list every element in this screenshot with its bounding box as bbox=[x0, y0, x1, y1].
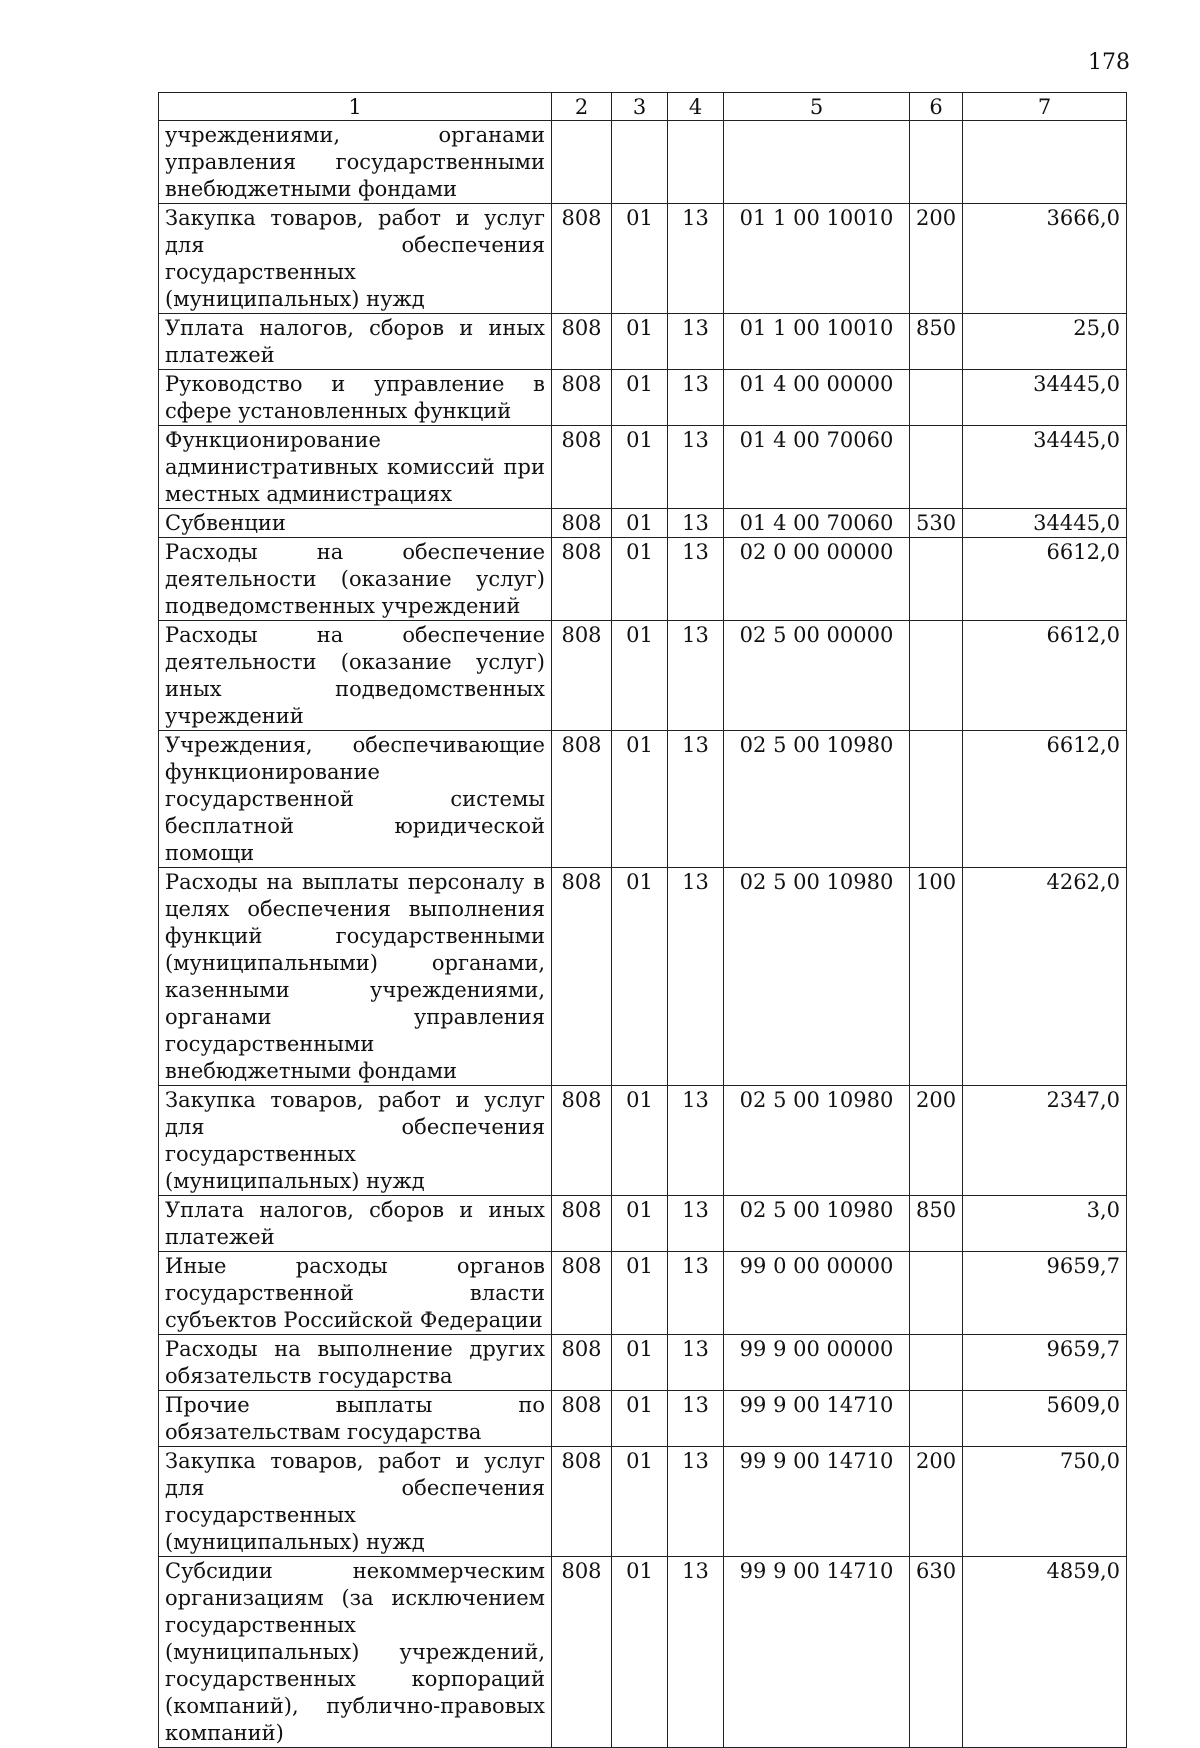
section-code-cell: 01 bbox=[612, 314, 668, 370]
expense-type-cell: 200 bbox=[910, 204, 963, 314]
section-code-cell: 01 bbox=[612, 1196, 668, 1252]
amount-cell: 3,0 bbox=[963, 1196, 1127, 1252]
subsection-code-cell: 13 bbox=[668, 204, 724, 314]
target-article-cell: 02 0 00 00000 bbox=[724, 538, 910, 621]
subsection-code-cell: 13 bbox=[668, 426, 724, 509]
expense-type-cell bbox=[910, 1335, 963, 1391]
target-article-cell: 01 4 00 70060 bbox=[724, 426, 910, 509]
department-code-cell bbox=[552, 121, 612, 204]
department-code-cell: 808 bbox=[552, 1196, 612, 1252]
column-number: 2 bbox=[552, 93, 612, 121]
department-code-cell: 808 bbox=[552, 1447, 612, 1557]
target-article-cell: 01 1 00 10010 bbox=[724, 204, 910, 314]
expense-type-cell: 100 bbox=[910, 868, 963, 1086]
section-code-cell: 01 bbox=[612, 509, 668, 538]
section-code-cell: 01 bbox=[612, 426, 668, 509]
expense-name-cell: Уплата налогов, сборов и иных платежей bbox=[159, 314, 552, 370]
subsection-code-cell: 13 bbox=[668, 314, 724, 370]
department-code-cell: 808 bbox=[552, 370, 612, 426]
target-article-cell bbox=[724, 121, 910, 204]
department-code-cell: 808 bbox=[552, 868, 612, 1086]
target-article-cell: 01 4 00 00000 bbox=[724, 370, 910, 426]
amount-cell: 9659,7 bbox=[963, 1252, 1127, 1335]
department-code-cell: 808 bbox=[552, 1086, 612, 1196]
expense-type-cell bbox=[910, 1391, 963, 1447]
expense-type-cell bbox=[910, 731, 963, 868]
section-code-cell: 01 bbox=[612, 1391, 668, 1447]
section-code-cell: 01 bbox=[612, 1557, 668, 1748]
department-code-cell: 808 bbox=[552, 314, 612, 370]
expense-name-cell: Расходы на обеспечение деятельности (оказание услуг) иных подведомственных учреждений bbox=[159, 621, 552, 731]
subsection-code-cell: 13 bbox=[668, 1252, 724, 1335]
table-row bbox=[159, 204, 1127, 314]
section-code-cell: 01 bbox=[612, 370, 668, 426]
subsection-code-cell: 13 bbox=[668, 1335, 724, 1391]
expense-name-cell: учреждениями, органами управления государственными внебюджетными фондами bbox=[159, 121, 552, 204]
subsection-code-cell: 13 bbox=[668, 621, 724, 731]
target-article-cell: 02 5 00 10980 bbox=[724, 868, 910, 1086]
subsection-code-cell: 13 bbox=[668, 370, 724, 426]
target-article-cell: 99 0 00 00000 bbox=[724, 1252, 910, 1335]
column-number: 1 bbox=[159, 93, 552, 121]
section-code-cell: 01 bbox=[612, 868, 668, 1086]
expense-type-cell: 200 bbox=[910, 1447, 963, 1557]
section-code-cell: 01 bbox=[612, 731, 668, 868]
amount-cell: 750,0 bbox=[963, 1447, 1127, 1557]
section-code-cell: 01 bbox=[612, 538, 668, 621]
section-code-cell: 01 bbox=[612, 1086, 668, 1196]
target-article-cell: 99 9 00 14710 bbox=[724, 1391, 910, 1447]
expense-type-cell: 850 bbox=[910, 1196, 963, 1252]
amount-cell bbox=[963, 121, 1127, 204]
target-article-cell: 02 5 00 10980 bbox=[724, 731, 910, 868]
section-code-cell: 01 bbox=[612, 204, 668, 314]
subsection-code-cell: 13 bbox=[668, 731, 724, 868]
department-code-cell: 808 bbox=[552, 1557, 612, 1748]
department-code-cell: 808 bbox=[552, 1252, 612, 1335]
amount-cell: 9659,7 bbox=[963, 1335, 1127, 1391]
table-row bbox=[159, 509, 1127, 538]
table-row bbox=[159, 868, 1127, 1086]
expense-name-cell: Иные расходы органов государственной власти субъектов Российской Федерации bbox=[159, 1252, 552, 1335]
target-article-cell: 02 5 00 00000 bbox=[724, 621, 910, 731]
table-row bbox=[159, 1335, 1127, 1391]
target-article-cell: 01 1 00 10010 bbox=[724, 314, 910, 370]
expense-type-cell: 530 bbox=[910, 509, 963, 538]
expense-type-cell: 200 bbox=[910, 1086, 963, 1196]
target-article-cell: 02 5 00 10980 bbox=[724, 1086, 910, 1196]
amount-cell: 34445,0 bbox=[963, 370, 1127, 426]
expense-name-cell: Учреждения, обеспечивающие функционирование государственной системы бесплатной юридической помощи bbox=[159, 731, 552, 868]
amount-cell: 4859,0 bbox=[963, 1557, 1127, 1748]
expense-type-cell: 850 bbox=[910, 314, 963, 370]
section-code-cell: 01 bbox=[612, 1252, 668, 1335]
target-article-cell: 99 9 00 14710 bbox=[724, 1447, 910, 1557]
subsection-code-cell: 13 bbox=[668, 538, 724, 621]
expense-name-cell: Уплата налогов, сборов и иных платежей bbox=[159, 1196, 552, 1252]
table-row bbox=[159, 121, 1127, 204]
expense-type-cell bbox=[910, 621, 963, 731]
table-row bbox=[159, 1086, 1127, 1196]
table-row bbox=[159, 426, 1127, 509]
expense-name-cell: Субсидии некоммерческим организациям (за исключением государственных (муниципальных) учреждений, государственных корпораций (компаний), публично-правовых компаний) bbox=[159, 1557, 552, 1748]
column-number-row bbox=[159, 93, 1127, 121]
expense-name-cell: Прочие выплаты по обязательствам государства bbox=[159, 1391, 552, 1447]
amount-cell: 3666,0 bbox=[963, 204, 1127, 314]
department-code-cell: 808 bbox=[552, 1391, 612, 1447]
column-number: 3 bbox=[612, 93, 668, 121]
column-number: 5 bbox=[724, 93, 910, 121]
target-article-cell: 99 9 00 00000 bbox=[724, 1335, 910, 1391]
expense-name-cell: Закупка товаров, работ и услуг для обеспечения государственных (муниципальных) нужд bbox=[159, 1086, 552, 1196]
section-code-cell: 01 bbox=[612, 621, 668, 731]
budget-table bbox=[158, 92, 1127, 1748]
target-article-cell: 02 5 00 10980 bbox=[724, 1196, 910, 1252]
table-row bbox=[159, 621, 1127, 731]
table-row bbox=[159, 731, 1127, 868]
expense-name-cell: Расходы на выплаты персоналу в целях обеспечения выполнения функций государственными (муниципальными) органами, казенными учреждениями, органами управления государственными внебюджетными фондами bbox=[159, 868, 552, 1086]
expense-type-cell bbox=[910, 370, 963, 426]
department-code-cell: 808 bbox=[552, 1335, 612, 1391]
column-number: 4 bbox=[668, 93, 724, 121]
subsection-code-cell: 13 bbox=[668, 1086, 724, 1196]
target-article-cell: 01 4 00 70060 bbox=[724, 509, 910, 538]
table-row bbox=[159, 1557, 1127, 1748]
expense-name-cell: Субвенции bbox=[159, 509, 552, 538]
section-code-cell: 01 bbox=[612, 1335, 668, 1391]
expense-type-cell bbox=[910, 426, 963, 509]
table-row bbox=[159, 538, 1127, 621]
amount-cell: 5609,0 bbox=[963, 1391, 1127, 1447]
amount-cell: 34445,0 bbox=[963, 509, 1127, 538]
table-row bbox=[159, 1391, 1127, 1447]
amount-cell: 6612,0 bbox=[963, 538, 1127, 621]
column-number: 7 bbox=[963, 93, 1127, 121]
table-row bbox=[159, 370, 1127, 426]
table-row bbox=[159, 1252, 1127, 1335]
amount-cell: 2347,0 bbox=[963, 1086, 1127, 1196]
department-code-cell: 808 bbox=[552, 538, 612, 621]
subsection-code-cell: 13 bbox=[668, 1557, 724, 1748]
department-code-cell: 808 bbox=[552, 426, 612, 509]
subsection-code-cell: 13 bbox=[668, 1196, 724, 1252]
column-number: 6 bbox=[910, 93, 963, 121]
amount-cell: 25,0 bbox=[963, 314, 1127, 370]
target-article-cell: 99 9 00 14710 bbox=[724, 1557, 910, 1748]
amount-cell: 4262,0 bbox=[963, 868, 1127, 1086]
expense-name-cell: Функционирование административных комиссий при местных администрациях bbox=[159, 426, 552, 509]
expense-type-cell bbox=[910, 1252, 963, 1335]
department-code-cell: 808 bbox=[552, 621, 612, 731]
section-code-cell: 01 bbox=[612, 1447, 668, 1557]
expense-name-cell: Закупка товаров, работ и услуг для обеспечения государственных (муниципальных) нужд bbox=[159, 204, 552, 314]
subsection-code-cell: 13 bbox=[668, 1391, 724, 1447]
expense-type-cell bbox=[910, 538, 963, 621]
department-code-cell: 808 bbox=[552, 509, 612, 538]
table-row bbox=[159, 1196, 1127, 1252]
expense-name-cell: Расходы на обеспечение деятельности (оказание услуг) подведомственных учреждений bbox=[159, 538, 552, 621]
subsection-code-cell bbox=[668, 121, 724, 204]
amount-cell: 6612,0 bbox=[963, 621, 1127, 731]
expense-type-cell: 630 bbox=[910, 1557, 963, 1748]
amount-cell: 6612,0 bbox=[963, 731, 1127, 868]
subsection-code-cell: 13 bbox=[668, 1447, 724, 1557]
expense-name-cell: Руководство и управление в сфере установленных функций bbox=[159, 370, 552, 426]
department-code-cell: 808 bbox=[552, 204, 612, 314]
table-row bbox=[159, 314, 1127, 370]
amount-cell: 34445,0 bbox=[963, 426, 1127, 509]
subsection-code-cell: 13 bbox=[668, 509, 724, 538]
table-row bbox=[159, 1447, 1127, 1557]
section-code-cell bbox=[612, 121, 668, 204]
expense-type-cell bbox=[910, 121, 963, 204]
subsection-code-cell: 13 bbox=[668, 868, 724, 1086]
page-number: 178 bbox=[1088, 50, 1130, 75]
expense-name-cell: Закупка товаров, работ и услуг для обеспечения государственных (муниципальных) нужд bbox=[159, 1447, 552, 1557]
department-code-cell: 808 bbox=[552, 731, 612, 868]
expense-name-cell: Расходы на выполнение других обязательств государства bbox=[159, 1335, 552, 1391]
